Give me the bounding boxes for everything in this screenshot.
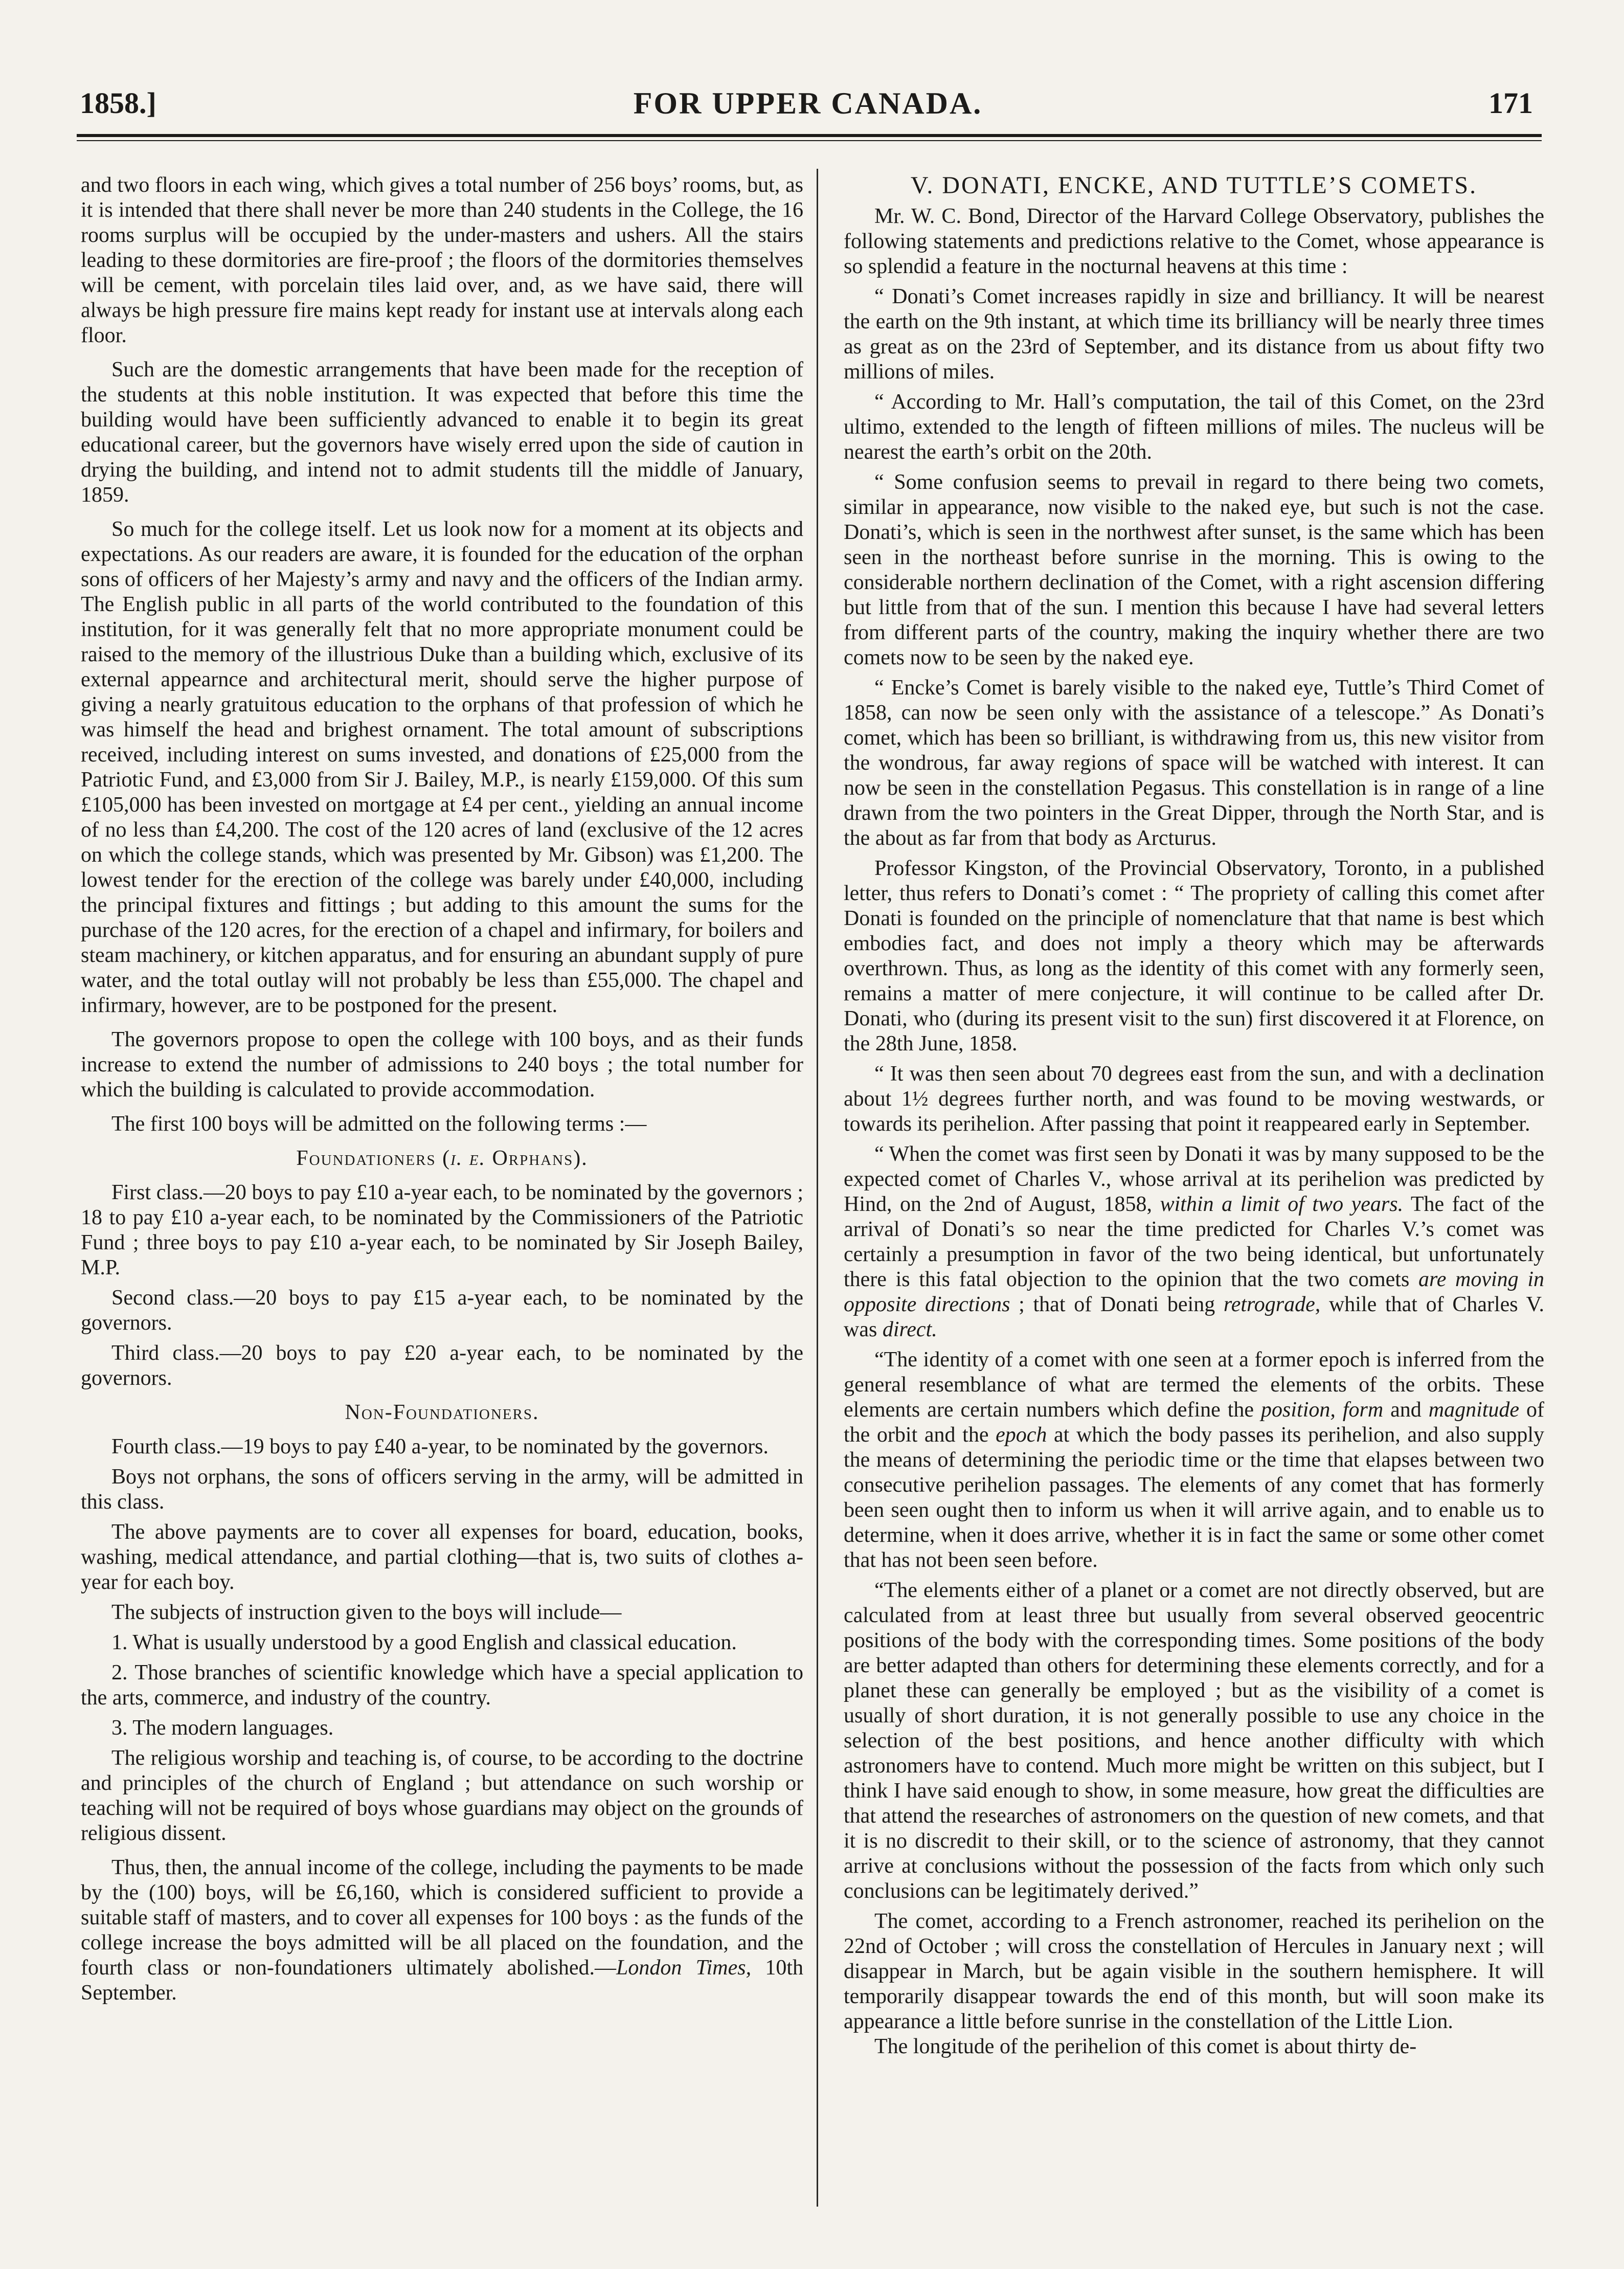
page-year: 1858.] (80, 86, 156, 120)
paragraph: So much for the college itself. Let us look now for a moment at its objects and expectations. As our readers are aware, it is founded for the education of the orphan sons of officers of her Majesty’s army and navy and the officers of the Indian army. The English public in all parts of the world contributed to the foundation of this institution, for it was generally felt that no more appropriate monument could be raised to the memory of the illustrious Duke than a building which, exclusive of its external appearnce and architectural merit, should serve the higher purpose of giving a nearly gratuitous education to the orphans of that profession of which he was himself the head and brighest ornament. The total amount of subscriptions received, including interest on sums invested, and donations of £25,000 from the Patriotic Fund, and £3,000 from Sir J. Bailey, M.P., is nearly £159,000. Of this sum £105,000 has been invested on mortgage at £4 per cent., yielding an annual income of no less than £4,200. The cost of the 120 acres of land (exclusive of the 12 acres on which the college stands, which was presented by Mr. Gibson) was £1,200. The lowest tender for the erection of the college was barely under £40,000, including the principal fixtures and fittings ; but adding to this amount the sums for the purchase of the 120 acres, for the erection of a chapel and infirmary, for boilers and steam machinery, or kitchen apparatus, and for ensuring an abundant supply of pure water, and the total outlay will not probably be less than £55,000. The chapel and infirmary, however, are to be postponed for the present. (81, 518, 803, 1017)
header-rule-thick (77, 134, 1542, 137)
subheading-italic: i. e. (450, 1147, 486, 1170)
paragraph: The first 100 boys will be admitted on the following terms :— (111, 1112, 647, 1136)
paragraph: Professor Kingston, of the Provincial Observatory, Toronto, in a published letter, thus refers to Donati’s comet : “ The propriety of calling this comet after Donati is founded on the principle of nomenclature that that name is best which embodies fact, and does not imply a theory which may be afterwards overthrown. Thus, as long as the identity of this comet with any formerly seen, remains a matter of mere conjecture, it will continue to be called after Dr. Donati, who (during its present visit to the sun) first discovered it at Florence, on the 28th June, 1858. (844, 857, 1544, 1055)
subheading-text: Orphans). (485, 1147, 588, 1170)
paragraph: “ Encke’s Comet is barely visible to the naked eye, Tuttle’s Third Comet of 1858, can now be seen only with the assistance of a telescope.” As Donati’s comet, which has been so brilliant, is withdrawing from us, this new visitor from the wondrous, far away regions of space will be watched with interest. It can now be seen in the constellation Pegasus. This constellation is in range of a line drawn from the two pointers in the Great Dipper, through the North Star, and is the about as far from that body as Arcturus. (844, 676, 1544, 850)
paragraph: “ Donati’s Comet increases rapidly in size and brilliancy. It will be nearest the earth on the 9th instant, at which time its brilliancy will be nearly three times as great as on the 23rd of September, and its distance from us about fifty two millions of miles. (844, 285, 1544, 384)
list-item: 2. Those branches of scientific knowledge which have a special application to the arts, commerce, and industry of the country. (81, 1661, 803, 1710)
page-number: 171 (1488, 86, 1533, 120)
paragraph: Fourth class.—19 boys to pay £40 a-year, to be nominated by the governors. (111, 1435, 769, 1458)
subheading-text: Foundationers ( (296, 1147, 451, 1170)
paragraph-text: The fact of the arrival of Donati’s so near the time predicted for Charles V.’s comet was certainly a presumption in favor of the two being identical, but unfortunately there is this fatal objection to the opinion that the two comets (844, 1193, 1544, 1291)
paragraph: “The elements either of a planet or a comet are not directly observed, but are calculated from at least three but usually from several observed geocentric positions of the body with the corresponding times. Some positions of the body are better adapted than others for determining these elements correctly, and for a planet these can generally be employed ; but as the visibility of a comet is usually of short duration, it is not generally possible to use any choice in the selection of the best positions, and hence another difficulty with which astronomers have to contend. Much more might be written on this subject, but I think I have said enough to show, in some measure, how great the difficulties are that attend the researches of astronomers on the question of new comets, and that it is no discredit to their skill, or to the science of astronomy, that they cannot arrive at conclusions without the possession of the facts from which only such conclusions can be legitimately derived.” (844, 1579, 1544, 1903)
paragraph: Such are the domestic arrangements that have been made for the reception of the students at this noble institution. It was expected that before this time the building would have been sufficiently advanced to enable it to begin its great educational career, but the governors have wisely erred upon the side of caution in drying the building, and intend not to admit students till the middle of January, 1859. (81, 358, 803, 507)
paragraph: “ Some confusion seems to prevail in regard to there being two comets, similar in appearance, now visible to the naked eye, but such is not the case. Donati’s, which is seen in the northwest after sunset, is the same which has been seen in the northeast before sunrise in the morning. This is owing to the considerable northern declination of the Comet, with a right ascension differing but little from that of the sun. I mention this because I have had several letters from different parts of the country, making the inquiry whether there are two comets now to be seen by the naked eye. (844, 470, 1544, 669)
paragraph: First class.—20 boys to pay £10 a-year each, to be nominated by the governors ; 18 to pay £10 a-year each, to be nominated by the Commissioners of the Patriotic Fund ; three boys to pay £10 a-year each, to be nominated by Sir Joseph Bailey, M.P. (81, 1181, 803, 1279)
left-column (81, 173, 803, 2006)
italic-phrase: are moving in opposite directions (844, 1268, 1544, 1316)
subheading-non-foundationers: Non-Foundationers. (345, 1401, 539, 1424)
paragraph: and two floors in each wing, which gives a total number of 256 boys’ rooms, but, as it is intended that there shall never be more than 240 students in the College, the 16 rooms surplus will be occupied by the under-masters and ushers. All the stairs leading to these dormitories are fire-proof ; the floors of the dormitories themselves will be cement, with porcelain tiles laid over, and, as we have said, there will always be high pressure fire mains kept ready for instant use at intervals along each floor. (81, 173, 803, 347)
right-column (844, 173, 1544, 2059)
header-rule-thin (77, 140, 1542, 141)
paragraph-text: 10th September. (81, 1956, 804, 2005)
paragraph-text: “ When the comet was first seen by Donati it was by many supposed to be the expected comet of Charles V., whose arrival at its perihelion was predicted by Hind, on the 2nd of August, 1858, (844, 1142, 1544, 1216)
paragraph (844, 1142, 1544, 1342)
paragraph-text: of the orbit and the (844, 1398, 1544, 1447)
paragraph: “ It was then seen about 70 degrees east from the sun, and with a declination about 1½ degrees further north, and was found to be moving westwards, or towards its perihelion. After passing that point it reappeared early in September. (844, 1062, 1544, 1136)
italic-phrase: retrograde, (1223, 1293, 1321, 1316)
paragraph: The governors propose to open the college with 100 boys, and as their funds increase to extend the number of admissions to 240 boys ; the total number for which the building is calculated to provide accommodation. (81, 1028, 803, 1102)
paragraph: Third class.—20 boys to pay £20 a-year each, to be nominated by the governors. (81, 1341, 803, 1390)
paragraph: Mr. W. C. Bond, Director of the Harvard College Observatory, publishes the following statements and predictions relative to the Comet, whose appearance is so splendid a feature in the nocturnal heavens at this time : (844, 205, 1544, 278)
italic-phrase: direct. (882, 1318, 937, 1341)
italic-phrase: within a limit of two years. (1160, 1193, 1404, 1216)
subheading-foundationers (81, 1146, 803, 1171)
paragraph: The religious worship and teaching is, of course, to be according to the doctrine and principles of the church of England ; but attendance on such worship or teaching will not be required of boys whose guardians may object on the grounds of religious dissent. (81, 1746, 803, 1845)
page-title: FOR UPPER CANADA. (633, 86, 983, 120)
paragraph (844, 1347, 1544, 1573)
paragraph: The above payments are to cover all expenses for board, education, books, washing, medical attendance, and partial clothing—that is, two suits of clothes a-year for each boy. (81, 1520, 803, 1594)
paragraph-text: at which the body passes its perihelion, and also supply the means of determining the periodic time or the time that elapses between two consecutive perihelion passages. The elements of any comet that has formerly been seen ought then to inform us when it will arrive again, and to enable us to determine, when it does arrive, whether it is in fact the same or some other comet that has not been seen before. (844, 1423, 1544, 1572)
running-head (77, 86, 1539, 127)
italic-phrase: epoch (996, 1423, 1047, 1447)
list-item: 3. The modern languages. (111, 1716, 334, 1740)
paragraph-text: “The identity of a comet with one seen at a former epoch is inferred from the general resemblance of what are termed the elements of the orbits. These elements are certain numbers which define the (844, 1348, 1544, 1422)
column-divider (817, 169, 818, 2207)
list-item: 1. What is usually understood by a good English and classical education. (111, 1631, 737, 1654)
paragraph: “ According to Mr. Hall’s computation, the tail of this Comet, on the 23rd ultimo, extended to the length of fifteen millions of miles. The nucleus will be nearest the earth’s orbit on the 20th. (844, 390, 1544, 464)
paragraph: Boys not orphans, the sons of officers serving in the army, will be admitted in this class. (81, 1465, 803, 1514)
paragraph: The comet, according to a French astronomer, reached its perihelion on the 22nd of October ; will cross the constellation of Hercules in January next ; will disappear in March, but be again visible in the southern hemisphere. It will temporarily disappear towards the end of this month, but will soon make its appearance a little before sunrise in the constellation of the Little Lion. (844, 1909, 1544, 2033)
section-title: V. DONATI, ENCKE, AND TUTTLE’S COMETS. (910, 172, 1478, 199)
paragraph: The subjects of instruction given to the boys will include— (111, 1601, 622, 1624)
paragraph-text: Thus, then, the annual income of the college, including the payments to be made by the (100) boys, will be £6,160, which is considered sufficient to provide a suitable staff of masters, and to cover all expenses for 100 boys : as the funds of the college increase the boys admitted will be all placed on the foundation, and the fourth class or non-foundationers ultimately abolished.— (81, 1856, 803, 1980)
italic-phrase: position, form (1261, 1398, 1384, 1422)
paragraph: Second class.—20 boys to pay £15 a-year each, to be nominated by the governors. (81, 1286, 803, 1335)
italic-phrase: magnitude (1428, 1398, 1520, 1422)
paragraph (81, 1855, 803, 2006)
paragraph-text: and (1383, 1398, 1429, 1422)
paragraph-text: ; that of Donati being (1010, 1293, 1224, 1316)
paragraph-text: while that of Charles V. was (844, 1293, 1545, 1341)
source-citation: London Times, (616, 1956, 752, 1980)
paragraph: The longitude of the perihelion of this comet is about thirty de- (874, 2035, 1417, 2058)
